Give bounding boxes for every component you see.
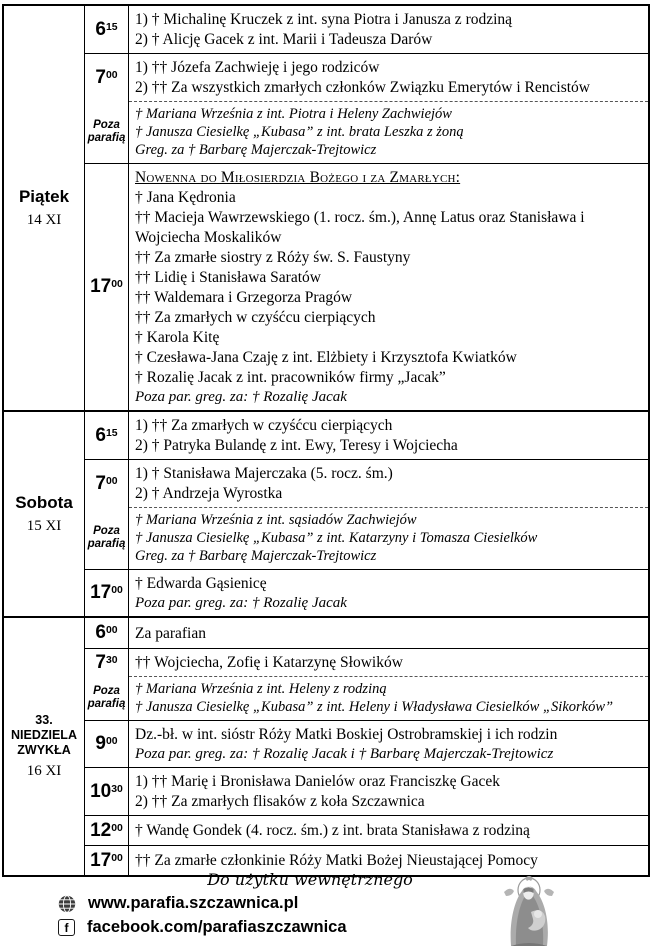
intention-line: 2) † Andrzeja Wyrostka (135, 485, 283, 502)
time-cell (85, 721, 129, 767)
intention-line: † Edwarda Gąsienicę (135, 575, 267, 592)
mass-minutes: 00 (105, 735, 118, 747)
outside-parish-line: † Mariana Września z int. Heleny z rodziną (135, 681, 387, 697)
contact-links (58, 894, 347, 937)
mass-minutes: 00 (111, 278, 123, 290)
gregorian-note-line: Poza par. greg. za: † Rozalię Jacak i † Barbarę Majerczak-Trejtowicz (135, 746, 554, 762)
outside-parish-cell (85, 101, 129, 163)
time-cell (85, 54, 129, 101)
time-cell (85, 460, 129, 507)
mass-hour: 9 (95, 733, 106, 754)
day-name: Sobota (15, 493, 73, 512)
intention-line: Dz.-bł. w int. sióstr Róży Matki Boskiej Ostrobramskiej i ich rodzin (135, 726, 558, 743)
facebook-url: facebook.com/parafiaszczawnica (87, 918, 347, 936)
mass-minutes: 30 (111, 783, 123, 795)
mass-row (85, 569, 648, 616)
outside-parish-line: † Janusza Ciesielkę „Kubasa” z int. Heleny i Władysława Ciesielków „Sikorków” (135, 699, 614, 715)
mass-hour: 17 (90, 582, 112, 603)
day-date: 14 XI (26, 212, 62, 228)
outside-parish-line: † Janusza Ciesielkę „Kubasa” z int. brata Leszka z żoną (135, 124, 464, 140)
mass-hour: 7 (95, 651, 106, 673)
outside-parish-line: † Mariana Września z int. Piotra i Heleny Zachwiejów (135, 106, 452, 122)
mass-row (85, 6, 648, 53)
intention-line: † Karola Kitę (135, 329, 220, 346)
novena-heading: Nowenna do Miłosierdzia Bożego i za Zmarłych: (135, 169, 461, 186)
mass-minutes: 00 (111, 584, 123, 596)
intention-line: † Czesława-Jana Czaję z int. Elżbiety i Krzysztofa Kwiatków (135, 349, 517, 366)
outside-parish-cell (85, 676, 129, 720)
mass-hour: 6 (95, 622, 106, 643)
time-cell (85, 768, 129, 815)
intentions-cell (129, 54, 648, 101)
intention-line: 2) †† Za wszystkich zmarłych członków Związku Emerytów i Rencistów (135, 79, 590, 96)
intention-line: Za parafian (135, 624, 206, 642)
time-cell (85, 570, 129, 616)
mass-row (85, 618, 648, 648)
day-section (4, 6, 648, 410)
day-section (4, 616, 648, 875)
mass-schedule-table (2, 4, 650, 877)
outside-parish-label: Poza parafią (87, 525, 126, 550)
mass-hour: 17 (90, 849, 112, 871)
intention-line: 2) †† Za zmarłych flisaków z koła Szczawnica (135, 793, 425, 810)
intention-line: 1) †† Józefa Zachwieję i jego rodziców (135, 59, 380, 76)
mass-time (95, 67, 117, 89)
gregorian-note-line: Poza par. greg. za: † Rozalię Jacak (135, 595, 347, 611)
day-name: ZWYKŁA (17, 743, 71, 757)
day-rows (85, 6, 648, 410)
mass-minutes: 00 (105, 69, 118, 81)
website-row (58, 894, 347, 913)
outside-parish-line: Greg. za † Barbarę Majerczak-Trejtowicz (135, 548, 377, 564)
intentions-cell (129, 721, 648, 767)
day-date: 15 XI (26, 518, 62, 534)
day-label-cell (4, 6, 85, 410)
outside-parish-intentions (129, 676, 648, 720)
mass-hour: 17 (90, 276, 112, 297)
mass-row (85, 815, 648, 845)
intention-line: †† Za zmarłe siostry z Róży św. S. Faustyny (135, 249, 411, 266)
mass-time (90, 582, 123, 604)
mass-time (95, 19, 117, 41)
day-name: NIEDZIELA (11, 728, 77, 742)
day-label-cell (4, 412, 85, 616)
mass-minutes: 00 (111, 822, 123, 834)
intention-line: †† Wojciecha, Zofię i Katarzynę Słowików (135, 654, 403, 671)
time-cell (85, 164, 129, 410)
mass-minutes: 15 (105, 427, 118, 439)
outside-parish-intentions (129, 507, 648, 569)
mass-hour: 6 (95, 18, 106, 40)
intention-line: 2) † Alicję Gacek z int. Marii i Tadeusza Darów (135, 31, 433, 48)
mass-minutes: 15 (105, 21, 118, 33)
day-rows (85, 412, 648, 616)
intention-line: 1) †† Za zmarłych w czyśćcu cierpiących (135, 417, 393, 434)
mass-time (90, 276, 123, 298)
mass-time (90, 820, 123, 842)
outside-parish-intentions (129, 101, 648, 163)
intention-line: † Wandę Gondek (4. rocz. śm.) z int. brata Stanisława z rodziną (135, 822, 530, 839)
mass-hour: 10 (90, 780, 112, 802)
our-lady-of-perpetual-help-image (492, 874, 566, 946)
mass-time (95, 473, 117, 495)
mass-row (85, 720, 648, 767)
outside-parish-cell (85, 507, 129, 569)
mass-minutes: 00 (105, 624, 118, 636)
intentions-cell (129, 768, 648, 815)
mass-time (95, 733, 117, 755)
intention-line: †† Za zmarłych w czyśćcu cierpiących (135, 309, 376, 326)
mass-time (95, 425, 117, 447)
globe-icon (58, 895, 76, 913)
mass-minutes: 30 (105, 654, 118, 666)
outside-parish-line: † Mariana Września z int. sąsiadów Zachwiejów (135, 512, 417, 528)
mass-hour: 12 (90, 819, 112, 841)
intention-line: 1) †† Marię i Bronisława Danielów oraz Franciszkę Gacek (135, 773, 500, 790)
mass-row (85, 648, 648, 720)
mass-minutes: 00 (111, 852, 123, 864)
intentions-cell (129, 570, 648, 616)
intention-line: 1) † Michalinę Kruczek z int. syna Piotra i Janusza z rodziną (135, 11, 513, 28)
day-name: Piątek (18, 187, 70, 206)
mass-row (85, 163, 648, 410)
intentions-cell (129, 618, 648, 648)
mass-row (85, 53, 648, 163)
intentions-cell (129, 460, 648, 507)
mass-minutes: 00 (105, 475, 118, 487)
mass-time (95, 622, 117, 644)
intentions-cell (129, 649, 648, 676)
time-cell (85, 816, 129, 845)
outside-parish-label: Poza parafią (87, 685, 126, 710)
mass-row (85, 412, 648, 459)
intention-line: 2) † Patryka Bulandę z int. Ewy, Teresy i Wojciecha (135, 437, 458, 454)
intention-line: †† Lidię i Stanisława Saratów (135, 269, 321, 286)
intention-line: †† Za zmarłe członkinie Róży Matki Bożej Nieustającej Pomocy (135, 852, 538, 869)
mass-hour: 7 (95, 472, 106, 494)
mass-time (90, 781, 123, 803)
outside-parish-line: Greg. za † Barbarę Majerczak-Trejtowicz (135, 142, 377, 158)
footer (0, 868, 652, 948)
website-url: www.parafia.szczawnica.pl (88, 894, 299, 912)
mass-row (85, 459, 648, 569)
intentions-cell (129, 816, 648, 845)
mass-hour: 7 (95, 66, 106, 88)
intention-line: 1) † Stanisława Majerczaka (5. rocz. śm.) (135, 465, 393, 482)
time-cell (85, 618, 129, 648)
time-cell (85, 6, 129, 53)
intention-line: † Jana Kędronia (135, 189, 236, 206)
intentions-cell (129, 412, 648, 459)
outside-parish-label: Poza parafią (87, 119, 126, 144)
intention-line: †† Macieja Wawrzewskiego (1. rocz. śm.), Annę Latus oraz Stanisława i Wojciecha Moskalików (135, 209, 585, 246)
intentions-cell (129, 6, 648, 53)
time-cell (85, 649, 129, 676)
mass-time (95, 652, 117, 674)
day-section (4, 410, 648, 616)
mass-row (85, 767, 648, 815)
intention-line: † Rozalię Jacak z int. pracowników firmy „Jacak” (135, 369, 446, 386)
intentions-cell (129, 164, 648, 410)
mass-hour: 6 (95, 424, 106, 446)
facebook-row (58, 918, 347, 937)
intention-line: †† Waldemara i Grzegorza Pragów (135, 289, 353, 306)
day-rows (85, 618, 648, 875)
day-date: 16 XI (26, 763, 62, 779)
outside-parish-line: † Janusza Ciesielkę „Kubasa” z int. Katarzyny i Tomasza Ciesielków (135, 530, 538, 546)
time-cell (85, 412, 129, 459)
facebook-icon: f (58, 919, 75, 936)
day-label-cell (4, 618, 85, 875)
day-name: 33. (35, 713, 53, 727)
gregorian-note-line: Poza par. greg. za: † Rozalię Jacak (135, 389, 347, 405)
internal-use-note: Do użytku wewnętrznego (207, 870, 413, 889)
